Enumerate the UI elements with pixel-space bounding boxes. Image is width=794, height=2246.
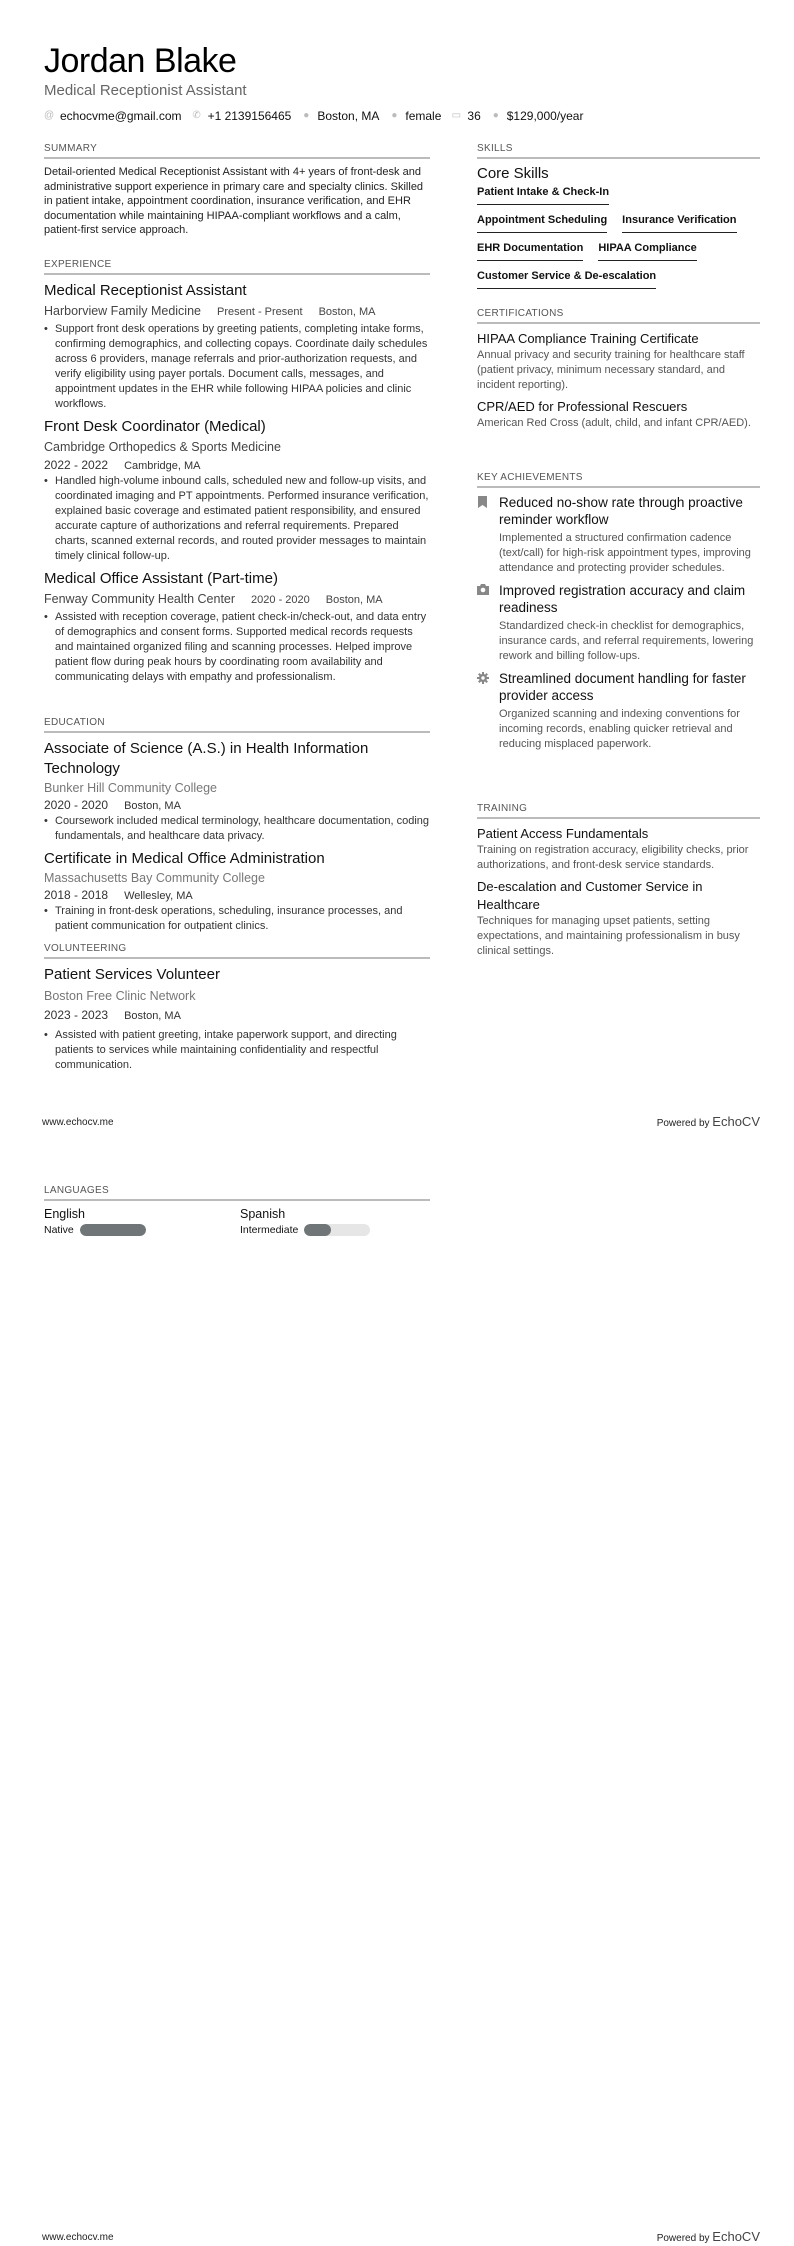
school: Massachusetts Bay Community College bbox=[44, 871, 265, 885]
skill-tag: HIPAA Compliance bbox=[598, 242, 696, 261]
powered-by: Powered by bbox=[656, 2233, 710, 2244]
certification-desc: American Red Cross (adult, child, and infant CPR/AED). bbox=[477, 417, 751, 429]
calendar-icon: ▭ bbox=[451, 110, 462, 121]
achievement-title: Reduced no-show rate through proactive reminder workflow bbox=[499, 495, 743, 527]
location: Boston, MA bbox=[318, 306, 376, 318]
education-entry bbox=[44, 739, 430, 844]
contact-item bbox=[451, 109, 480, 123]
achievement-desc: Implemented a structured confirmation cadence (text/call) for high-risk appointment types, improving attendance and protecting provider schedules. bbox=[499, 532, 751, 574]
candidate-name: Jordan Blake bbox=[44, 42, 237, 80]
proficiency-fill bbox=[80, 1224, 146, 1236]
section-heading: TRAINING bbox=[477, 803, 760, 819]
bullet: • Training in front-desk operations, scheduling, insurance processes, and patient communication for outpatient clinics. bbox=[44, 904, 430, 934]
dates: Present - Present bbox=[217, 306, 303, 318]
contact-item bbox=[389, 109, 441, 123]
language-name: English bbox=[44, 1207, 85, 1221]
training-desc: Techniques for managing upset patients, setting expectations, and maintaining professionalism in busy clinical settings. bbox=[477, 915, 740, 957]
achievement bbox=[477, 494, 760, 576]
gear-icon bbox=[477, 670, 489, 752]
footer-powered bbox=[657, 1114, 760, 1129]
contact-text: female bbox=[405, 109, 442, 123]
training-title: De-escalation and Customer Service in Healthcare bbox=[477, 879, 703, 912]
dates: 2020 - 2020 bbox=[44, 798, 109, 812]
certifications-section bbox=[477, 308, 760, 436]
company: Fenway Community Health Center bbox=[44, 592, 236, 606]
location: Cambridge, MA bbox=[124, 460, 201, 472]
proficiency-bar bbox=[304, 1224, 370, 1236]
dates: 2023 - 2023 bbox=[44, 1008, 109, 1022]
certification-title: HIPAA Compliance Training Certificate bbox=[477, 331, 699, 346]
footer-url[interactable]: www.echocv.me bbox=[42, 1117, 114, 1128]
contact-text: 36 bbox=[467, 109, 481, 123]
achievement-desc: Standardized check-in checklist for demographics, insurance cards, and referral requirements, lowering rework and billing follow-ups. bbox=[499, 620, 754, 662]
bookmark-icon bbox=[477, 494, 489, 576]
section-heading: EXPERIENCE bbox=[44, 259, 430, 275]
location: Wellesley, MA bbox=[124, 890, 193, 902]
contact-item bbox=[44, 109, 182, 123]
brand-logo[interactable]: EchoCV bbox=[712, 2229, 760, 2244]
proficiency-fill bbox=[304, 1224, 330, 1236]
language-item bbox=[44, 1207, 240, 1236]
skill-group-title: Core Skills bbox=[477, 165, 549, 182]
company: Cambridge Orthopedics & Sports Medicine bbox=[44, 440, 281, 454]
section-heading: CERTIFICATIONS bbox=[477, 308, 760, 324]
company: Harborview Family Medicine bbox=[44, 304, 201, 318]
skill-tag: Appointment Scheduling bbox=[477, 214, 607, 233]
location: Boston, MA bbox=[124, 1010, 181, 1022]
contact-item bbox=[491, 109, 584, 123]
achievement-title: Streamlined document handling for faster provider access bbox=[499, 671, 746, 703]
dates: 2018 - 2018 bbox=[44, 888, 109, 902]
experience-entry bbox=[44, 569, 430, 685]
experience-entry bbox=[44, 281, 430, 412]
bullet: • Assisted with reception coverage, patient check-in/check-out, and data entry of demographics and consent forms. Supported medical records requests and maintained organized filing and scanning processes. Helped improve patient flow during peak hours by coordinating room availability and communicating delays with empathy and professionalism. bbox=[44, 610, 430, 685]
skill-tag: Customer Service & De-escalation bbox=[477, 270, 656, 289]
footer-url[interactable]: www.echocv.me bbox=[42, 2232, 114, 2243]
degree: Certificate in Medical Office Administration bbox=[44, 850, 325, 867]
money-icon: ● bbox=[492, 110, 499, 121]
person-icon: ● bbox=[391, 110, 398, 121]
training-title: Patient Access Fundamentals bbox=[477, 826, 649, 841]
organization: Boston Free Clinic Network bbox=[44, 989, 196, 1003]
proficiency-bar bbox=[80, 1224, 146, 1236]
certification-desc: Annual privacy and security training for healthcare staff (patient privacy, minimum necessary standard, and incident reporting). bbox=[477, 349, 745, 391]
achievements-section bbox=[477, 472, 760, 758]
achievement-title: Improved registration accuracy and claim readiness bbox=[499, 583, 746, 615]
camera-icon bbox=[477, 582, 489, 664]
language-level: Intermediate bbox=[240, 1224, 299, 1236]
summary-section bbox=[44, 143, 430, 238]
dates: 2020 - 2020 bbox=[251, 594, 310, 606]
school: Bunker Hill Community College bbox=[44, 781, 217, 795]
bullet: • Assisted with patient greeting, intake paperwork support, and directing patients to services while maintaining confidentiality and respectful communication. bbox=[44, 1028, 430, 1073]
degree: Associate of Science (A.S.) in Health Information Technology bbox=[44, 740, 369, 777]
candidate-title: Medical Receptionist Assistant bbox=[44, 82, 247, 99]
phone-icon: ✆ bbox=[192, 110, 201, 121]
achievement bbox=[477, 670, 760, 752]
volunteering-section bbox=[44, 943, 430, 1073]
contact-item bbox=[192, 109, 292, 123]
skill-tag: Insurance Verification bbox=[622, 214, 736, 233]
skill-tag: Patient Intake & Check-In bbox=[477, 186, 609, 205]
training-desc: Training on registration accuracy, eligibility checks, prior authorizations, and front-desk service standards. bbox=[477, 844, 749, 871]
section-heading: SKILLS bbox=[477, 143, 760, 159]
experience-section bbox=[44, 259, 430, 690]
skill-tag: EHR Documentation bbox=[477, 242, 583, 261]
section-heading: SUMMARY bbox=[44, 143, 430, 159]
section-heading: VOLUNTEERING bbox=[44, 943, 430, 959]
education-entry bbox=[44, 849, 430, 934]
bullet: • Handled high-volume inbound calls, scheduled new and follow-up visits, and coordinated imaging and PT appointments. Performed insurance verification, explained basic coverage and estimated patient responsibility, and ensured accurate capture of authorizations and referral requirements. Prepared charts, scanned external records, and routed provider messages to maintain timely clinical follow-up. bbox=[44, 474, 430, 564]
contact-text: echocvme@gmail.com bbox=[60, 109, 182, 123]
job-title: Front Desk Coordinator (Medical) bbox=[44, 418, 266, 435]
summary-text: Detail-oriented Medical Receptionist Assistant with 4+ years of front-desk and administrative support experience in primary care and specialty clinics. Skilled in patient intake, appointment coordination, insurance verification, and EHR documentation while maintaining HIPAA-compliant workflows and a calm, patient-first service approach. bbox=[44, 166, 424, 237]
achievement-desc: Organized scanning and indexing conventions for incoming records, enabling quicker retrieval and reducing misplaced paperwork. bbox=[499, 708, 740, 750]
footer-powered bbox=[657, 2229, 760, 2244]
contact-text: $129,000/year bbox=[506, 109, 584, 123]
languages-section bbox=[44, 1185, 430, 1236]
location: Boston, MA bbox=[325, 594, 383, 606]
section-heading: KEY ACHIEVEMENTS bbox=[477, 472, 760, 488]
achievement bbox=[477, 582, 760, 664]
brand-logo[interactable]: EchoCV bbox=[712, 1114, 760, 1129]
education-section bbox=[44, 717, 430, 939]
powered-by: Powered by bbox=[656, 1118, 710, 1129]
at-icon: @ bbox=[44, 110, 55, 121]
job-title: Medical Receptionist Assistant bbox=[44, 282, 247, 299]
certification-title: CPR/AED for Professional Rescuers bbox=[477, 399, 688, 414]
job-title: Medical Office Assistant (Part-time) bbox=[44, 570, 278, 587]
skills-section bbox=[477, 143, 760, 289]
bullet: • Coursework included medical terminology, healthcare documentation, coding fundamentals, and healthcare data privacy. bbox=[44, 814, 430, 844]
section-heading: EDUCATION bbox=[44, 717, 430, 733]
contact-text: +1 2139156465 bbox=[207, 109, 292, 123]
contact-item bbox=[301, 109, 379, 123]
training-section bbox=[477, 803, 760, 964]
language-name: Spanish bbox=[240, 1207, 286, 1221]
contact-row bbox=[44, 109, 583, 123]
experience-entry bbox=[44, 417, 430, 564]
location-icon: ● bbox=[303, 110, 310, 121]
language-level: Native bbox=[44, 1224, 74, 1236]
language-item bbox=[240, 1207, 370, 1236]
role: Patient Services Volunteer bbox=[44, 966, 220, 983]
contact-text: Boston, MA bbox=[317, 109, 380, 123]
section-heading: LANGUAGES bbox=[44, 1185, 430, 1201]
bullet: • Support front desk operations by greeting patients, completing intake forms, confirming demographics, and collecting copays. Coordinate daily schedules across 6 providers, manage referrals and prior-authorization requests, and verify eligibility using payer portals. Document calls, messages, and appointment updates in the EHR while following HIPAA policies and clinic workflows. bbox=[44, 322, 430, 412]
dates: 2022 - 2022 bbox=[44, 458, 109, 472]
location: Boston, MA bbox=[124, 800, 181, 812]
